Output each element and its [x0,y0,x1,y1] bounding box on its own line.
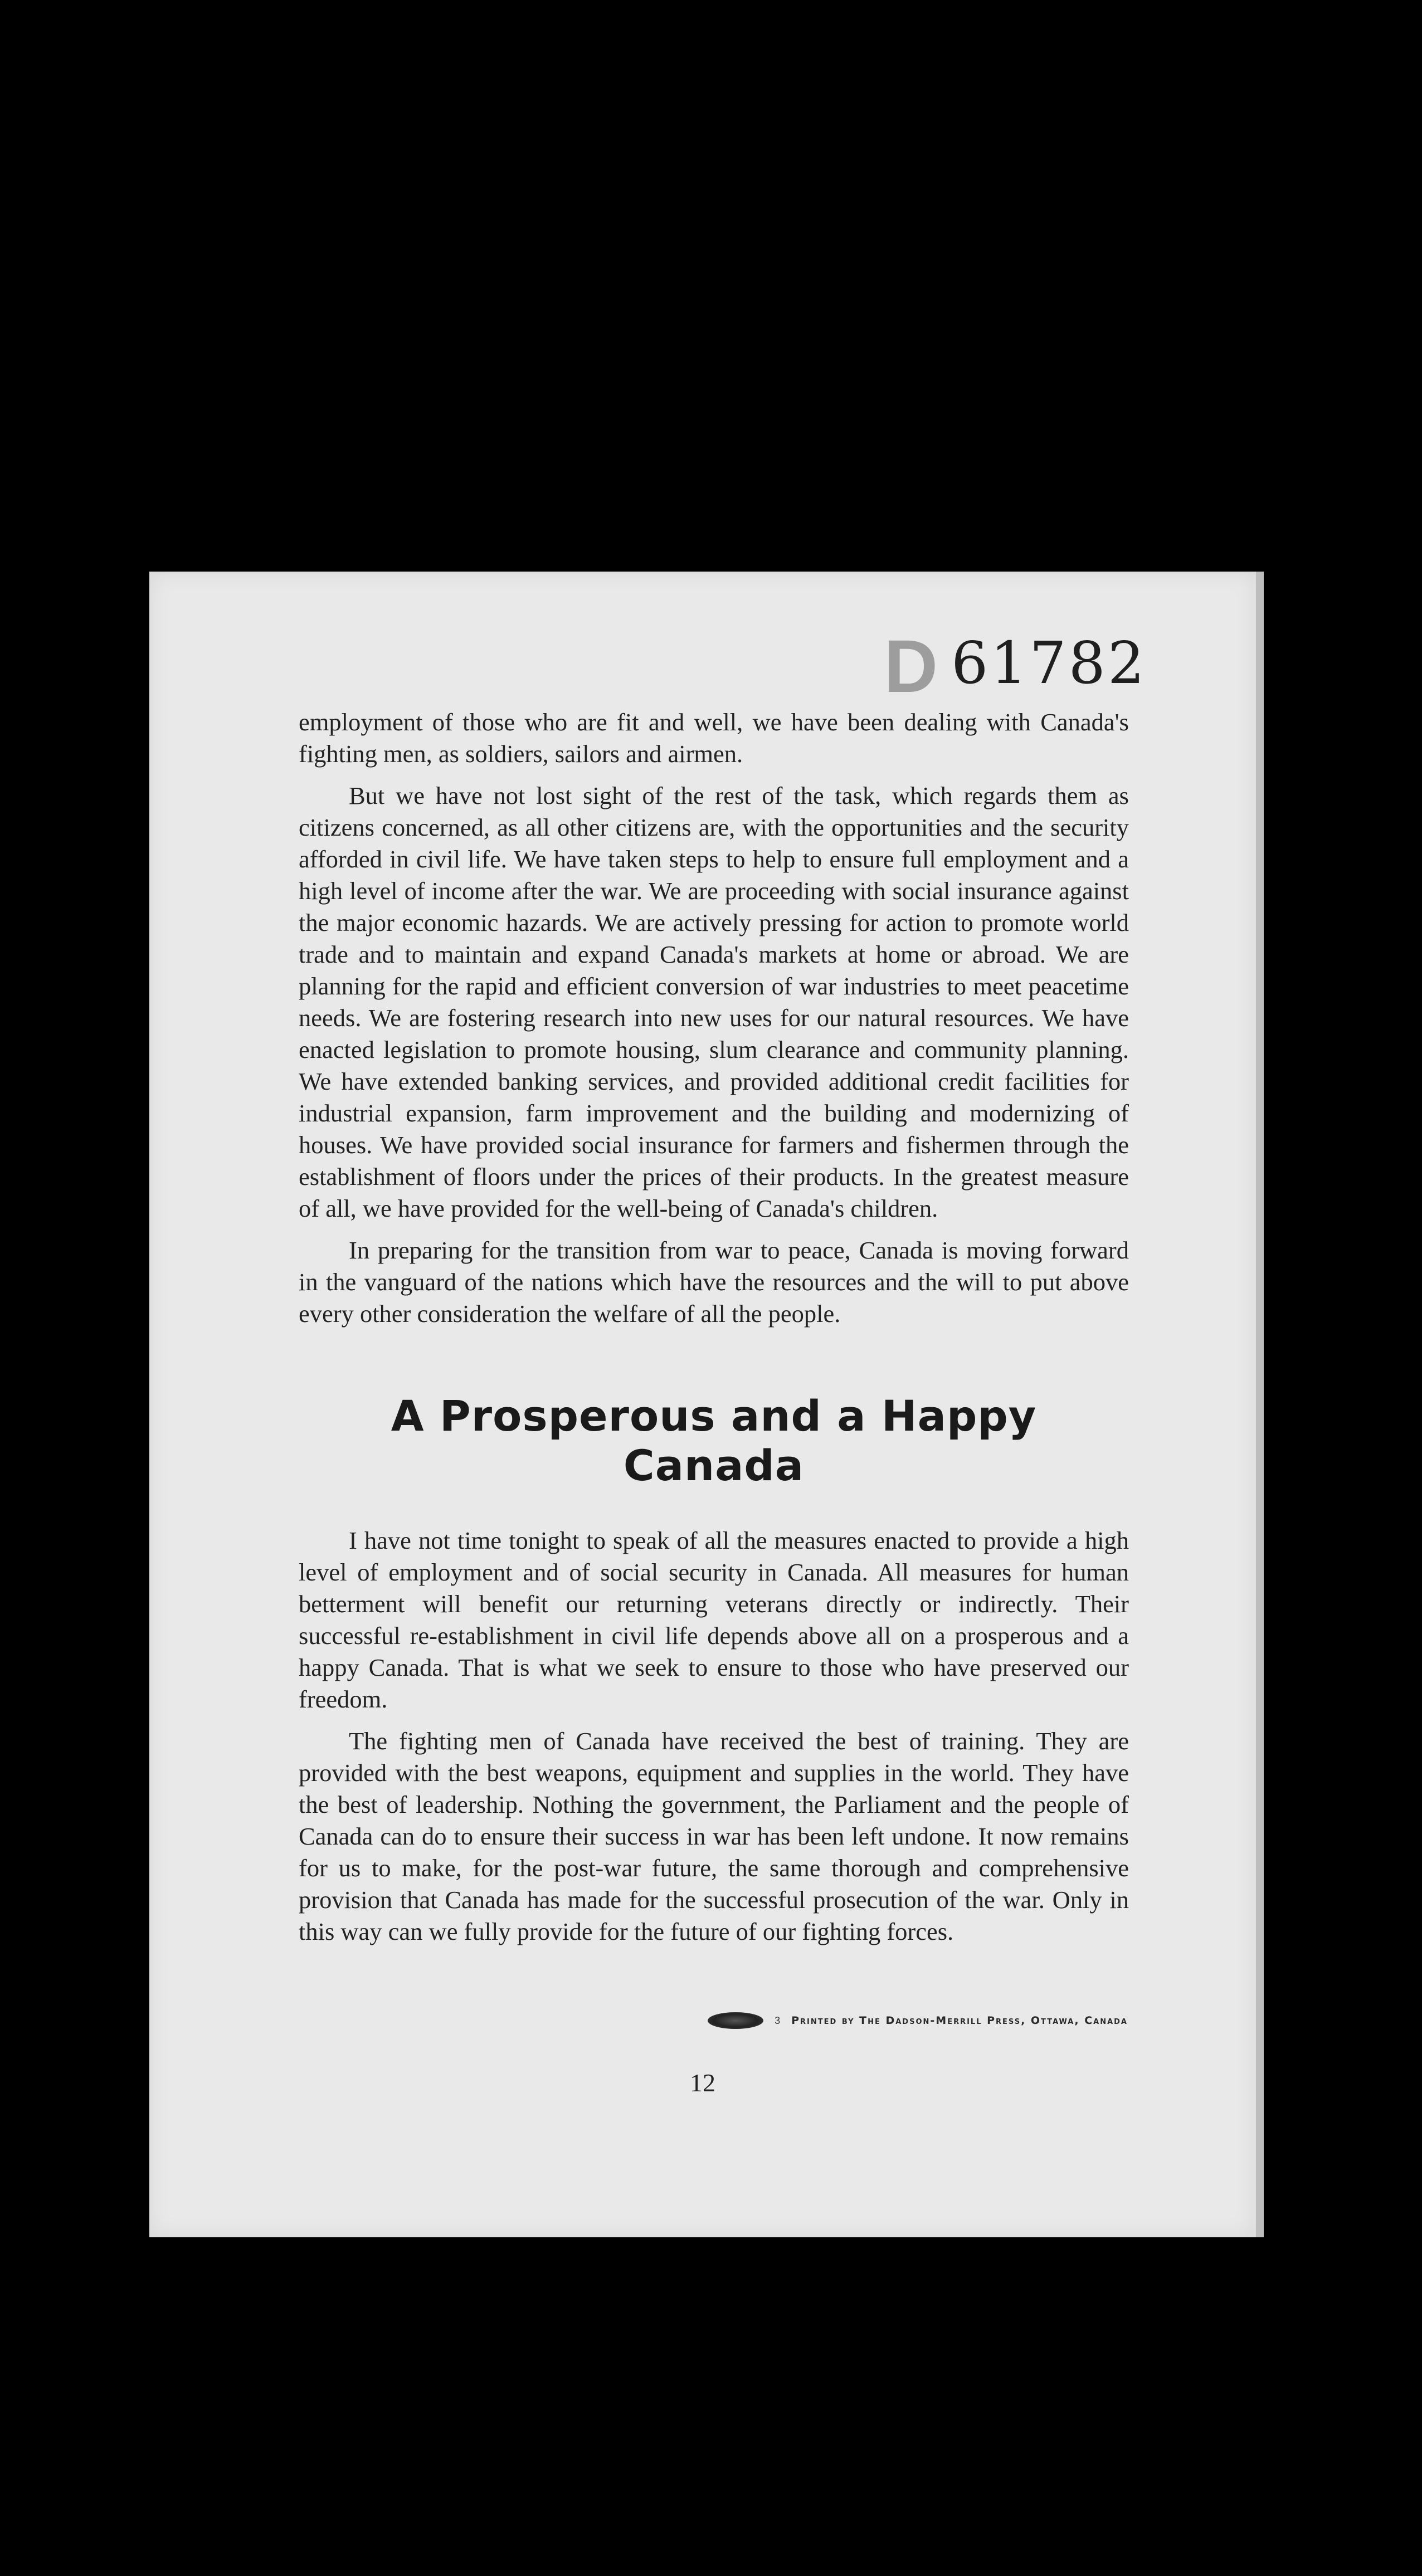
page-number: 12 [690,2068,715,2097]
imprint-text: Printed by The Dadson-Merrill Press, Ottawa, Canada [791,2014,1128,2027]
document-page [149,572,1256,2237]
body-paragraph-2: But we have not lost sight of the rest of the task, which regards them as citizens concerned, as all other citizens are, with the opportunities and the security afforded in civil life. We have taken steps to help to ensure full employment and a high level of income after the war. We are proceeding with social insurance against the major economic hazards. We are actively pressing for action to promote world trade and to maintain and expand Canada's markets at home or abroad. We are planning for the rapid and efficient conversion of war industries to meet peacetime needs. We are fostering research into new uses for our natural resources. We have enacted legislation to promote housing, slum clearance and community planning. We have extended banking services, and provided additional credit facilities for industrial expansion, farm improvement and the building and modernizing of houses. We have provided social insurance for farmers and fishermen through the establishment of floors under the prices of their products. In the greatest measure of all, we have provided for the well-being of Canada's children. [299,782,1129,1222]
page-edge [1256,572,1264,2237]
section-paragraph-2: The fighting men of Canada have received the best of training. They are provided with the best weapons, equipment and supplies in the world. They have the best of leadership. Nothing the government, the Parliament and the people of Canada can do to ensure their success in war has been left undone. It now remains for us to make, for the post-war future, the same thorough and comprehensive provision that Canada has made for the successful prosecution of the war. Only in this way can we fully provide for the future of our fighting forces. [299,1727,1129,1945]
section-heading: A Prosperous and a Happy Canada [391,1391,1037,1490]
union-label-number: 3 [775,2014,781,2026]
archive-stamp [884,617,1147,708]
stamp-number: 61782 [951,629,1147,697]
stamp-letter: D [884,625,938,708]
page-content [299,706,1129,1958]
section-paragraph-1: I have not time tonight to speak of all the measures enacted to provide a high level of employment and of social security in Canada. All measures for human betterment will benefit our returning veterans directly or indirectly. Their successful re-establishment in civil life depends above all on a prosperous and a happy Canada. That is what we seek to ensure to those who have preserved our freedom. [299,1526,1129,1713]
body-paragraph-1: employment of those who are fit and well, we have been dealing with Canada's fighting men, as soldiers, sailors and airmen. [299,708,1129,768]
union-label-icon [708,2012,763,2029]
printer-imprint [149,2012,1256,2029]
body-paragraph-3: In preparing for the transition from war to peace, Canada is moving forward in the vanguard of the nations which have the resources and the will to put above every other consideration the welfare of all the people. [299,1236,1129,1328]
